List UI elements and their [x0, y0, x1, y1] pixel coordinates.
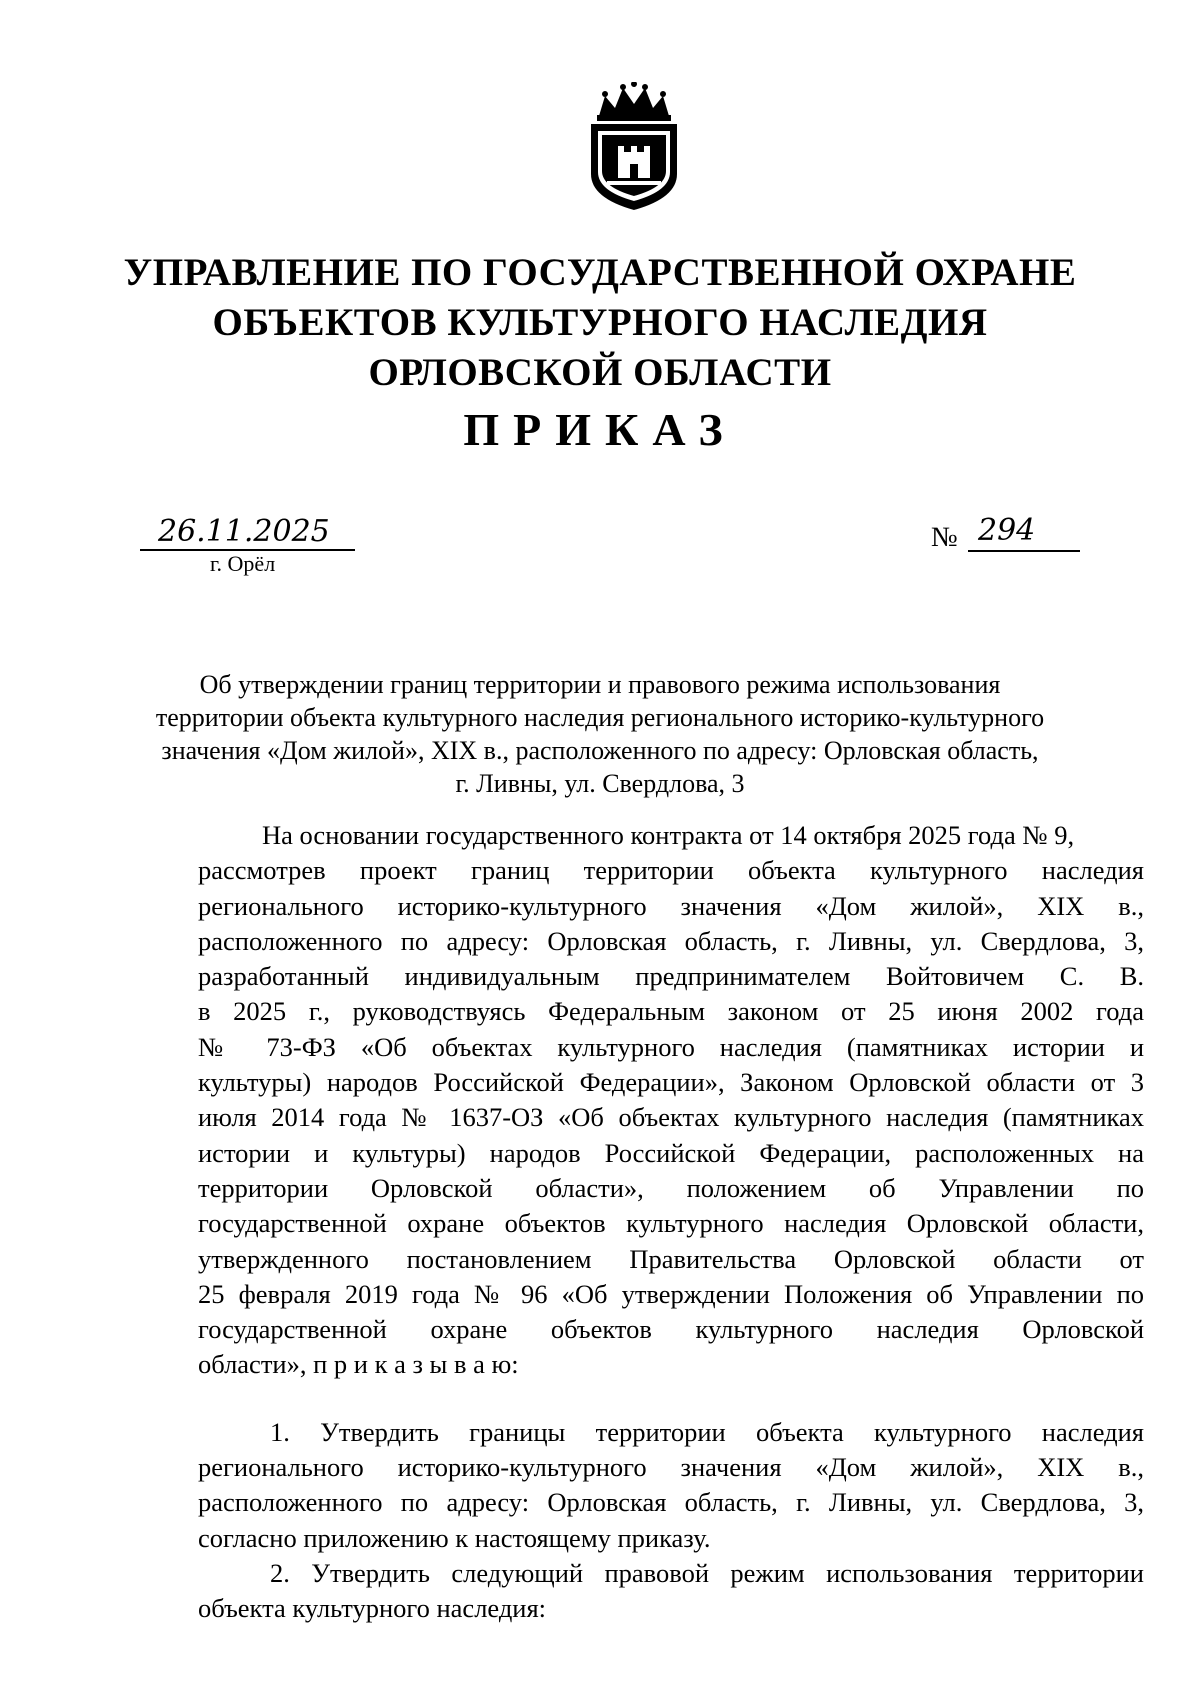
order-subject — [140, 668, 1060, 800]
preamble-line: государственной охране объектов культурного наследия Орловской — [198, 1314, 1144, 1345]
org-line-1: УПРАВЛЕНИЕ ПО ГОСУДАРСТВЕННОЙ ОХРАНЕ — [123, 251, 1077, 294]
preamble-line: государственной охране объектов культурного наследия Орловской области, — [198, 1208, 1144, 1239]
preamble-line: На основании государственного контракта от 14 октября 2025 года № 9, — [262, 820, 1075, 850]
org-line-2: ОБЪЕКТОВ КУЛЬТУРНОГО НАСЛЕДИЯ — [212, 301, 988, 344]
item-1-line: расположенного по адресу: Орловская область, г. Ливны, ул. Свердлова, 3, — [198, 1487, 1144, 1518]
handwritten-number: 294 — [968, 514, 1080, 552]
preamble-line: культуры) народов Российской Федерации», Законом Орловской области от 3 — [198, 1067, 1144, 1098]
item-2-line: объекта культурного наследия: — [198, 1593, 547, 1624]
handwritten-date: 26.11.2025 — [158, 514, 330, 549]
item-1-line: 1. Утвердить границы территории объекта культурного наследия — [270, 1416, 1144, 1447]
city-label: г. Орёл — [210, 551, 276, 576]
preamble-line: регионального историко-культурного значения «Дом жилой», XIX в., — [198, 890, 1144, 921]
subject-line: г. Ливны, ул. Свердлова, 3 — [455, 769, 745, 798]
preamble-line: рассмотрев проект границ территории объекта культурного наследия — [198, 855, 1144, 886]
preamble-line: истории и культуры) народов Российской Федерации, расположенных на — [198, 1137, 1144, 1168]
preamble-line: разработанный индивидуальным предпринимателем Войтовичем С. В. — [198, 961, 1144, 992]
preamble-line: области», п р и к а з ы в а ю: — [198, 1349, 519, 1380]
subject-line: территории объекта культурного наследия регионального историко-культурного — [155, 703, 1045, 732]
order-body — [198, 818, 1144, 1627]
document-type-title: ПРИКАЗ — [463, 404, 737, 455]
preamble-line: расположенного по адресу: Орловская область, г. Ливны, ул. Свердлова, 3, — [198, 925, 1144, 956]
subject-line: значения «Дом жилой», XIX в., расположенного по адресу: Орловская область, — [161, 736, 1039, 765]
oryol-region-coat-of-arms-icon — [585, 82, 683, 212]
preamble-line: в 2025 г., руководствуясь Федеральным законом от 25 июня 2002 года — [198, 996, 1144, 1027]
preamble-line: 25 февраля 2019 года № 96 «Об утверждении Положения об Управлении по — [198, 1278, 1144, 1309]
number-label: № — [931, 522, 958, 553]
subject-line: Об утверждении границ территории и правового режима использования — [199, 670, 1001, 699]
preamble-line: утвержденного постановлением Правительства Орловской области от — [198, 1243, 1144, 1274]
preamble-line: территории Орловской области», положением об Управлении по — [198, 1172, 1144, 1203]
preamble-line: № 73-ФЗ «Об объектах культурного наследия (памятниках истории и — [198, 1031, 1144, 1062]
preamble-line: июля 2014 года № 1637-ОЗ «Об объектах культурного наследия (памятниках — [198, 1102, 1144, 1133]
date-block — [140, 515, 355, 577]
org-line-3: ОРЛОВСКОЙ ОБЛАСТИ — [368, 351, 832, 394]
item-1-line: согласно приложению к настоящему приказу. — [198, 1522, 711, 1553]
item-1-line: регионального историко-культурного значения «Дом жилой», XIX в., — [198, 1452, 1144, 1483]
organization-name — [100, 248, 1100, 398]
item-2-line: 2. Утвердить следующий правовой режим использования территории — [270, 1557, 1144, 1588]
